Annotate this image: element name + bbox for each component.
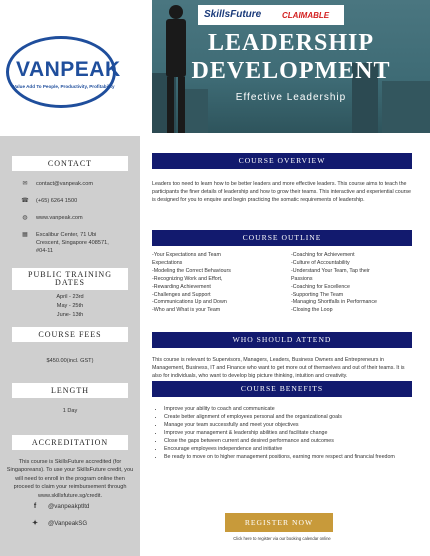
outline-item: -Culture of Accountability [291,259,350,266]
outline-item: -Managing Shortfalls in Performance [291,299,377,306]
outline-item: -Understand Your Team, Tap their [291,267,370,274]
overview-header: COURSE OVERVIEW [152,153,412,169]
outline-item: -Who and What is your Team [152,307,221,314]
contact-phone: (+65) 6264 1500 [36,198,78,204]
hero-banner [152,0,430,133]
outline-item: -Your Expectations and Team [152,252,221,258]
contact-email: contact@vanpeak.com [36,181,93,187]
register-note[interactable]: Click here to register via our booking calendar online [233,536,331,541]
outline-item: -Modeling the Correct Behaviours [152,267,231,274]
outline-header: COURSE OUTLINE [152,230,412,246]
benefit-item: • Close the gaps between current and desired performance and outcomes [164,437,412,445]
logo [0,0,140,136]
logo-tagline: Value Add To People, Productivity, Profitability [13,84,115,89]
accreditation-title: ACCREDITATION [12,435,128,450]
outline-left-column [152,252,287,315]
logo-name: VANPEAK [16,58,121,81]
benefit-item: • Improve your management & leadership abilities and facilitate change [164,429,412,437]
contact-email-row[interactable] [20,180,93,188]
accreditation-text: This course is SkillsFuture accredited (for Singaporeans). To use your SkillsFuture credit, you will need to enroll in the program online then proceed to claim your reimbursement through www.skillsfuture.sg/credit. [6,459,134,499]
building-icon: ▦ [22,232,28,238]
badge-skillsfuture: SkillsFuture [204,9,262,20]
course-fee: $450.00(incl. GST) [46,358,94,364]
benefit-item: • Create better alignment of employees personal and the organizational goals [164,413,412,421]
contact-website: www.vanpeak.com [36,215,83,221]
building-shape [382,81,430,133]
register-now-button[interactable]: REGISTER NOW [225,513,333,532]
overview-text: Leaders too need to learn how to be better leaders and more effective leaders. This course aims to teach the participants the finer details of leadership and how to grow their teams. This interactive and experiential course is designed for you to enquire and begin practicing the somatic requirements of leadership. [152,181,412,204]
benefits-list [152,405,412,461]
length-title: LENGTH [12,383,128,398]
outline-item: -Coaching for Excellence [291,283,350,290]
hero-title-line2: DEVELOPMENT [191,58,391,84]
twitter-icon: ✦ [32,520,38,527]
social-twitter[interactable] [30,519,87,527]
contact-address: Excalibur Center, 71 Ubi Crescent, Singapore 408571, #04-11 [36,232,109,254]
fees-title: COURSE FEES [12,327,128,342]
date-1: April - 23rd [56,294,84,300]
benefit-item: • Manage your team successfully and meet your objectives [164,421,412,429]
date-2: May - 25th [56,303,84,309]
contact-title: CONTACT [12,156,128,171]
outline-item: Expectations [152,259,183,266]
attend-text: This course is relevant to Supervisors, Managers, Leaders, Business Owners and Entrepreneurs in Management, Business, IT and Finance who want to get more out of themselves and out of their teams. It is also for individuals, who want to develop big picture thinking, intuition and creativity. [152,357,405,380]
outline-item: Passions [291,275,313,282]
globe-icon: ◍ [22,215,28,221]
course-length: 1 Day [62,408,78,414]
sidebar [0,0,140,556]
social-facebook[interactable] [30,503,89,510]
facebook-icon: f [33,503,37,510]
phone-icon: ☎ [21,198,29,204]
hero-subtitle: Effective Leadership [235,92,347,103]
mail-icon: ✉ [22,181,28,187]
benefit-item: • Improve your ability to coach and communicate [164,405,412,413]
benefit-item: • Encourage employees independence and initiative [164,445,412,453]
outline-item: -Coaching for Achievement [291,252,355,258]
outline-item: -Recognizing Work and Effort, [152,275,223,282]
facebook-handle: @vanpeakptltd [48,503,90,510]
outline-item: -Closing the Loop [291,307,333,314]
skillsfuture-badge [198,5,344,25]
date-3: June- 13th [56,312,84,318]
outline-item: -Communications Up and Down [152,299,227,306]
badge-claimable: CLAIMABLE [282,11,330,20]
outline-item: -Supporting The Team [291,291,344,298]
attend-header: WHO SHOULD ATTEND [152,332,412,348]
hero-title-line1: LEADERSHIP [207,30,375,56]
contact-address-row [20,231,130,255]
outline-item: -Challenges and Support [152,291,211,298]
benefit-item: • Be ready to move on to higher management positions, earning more respect and financial freedom [164,453,412,461]
outline-right-column [291,252,416,315]
outline-item: -Rewarding Achievement [152,283,211,290]
twitter-handle: @VanpeakSG [48,519,88,527]
contact-phone-row[interactable] [20,197,77,205]
benefits-header: COURSE BENEFITS [152,381,412,397]
contact-website-row[interactable] [20,214,83,222]
dates-title: PUBLIC TRAINING DATES [12,268,128,290]
